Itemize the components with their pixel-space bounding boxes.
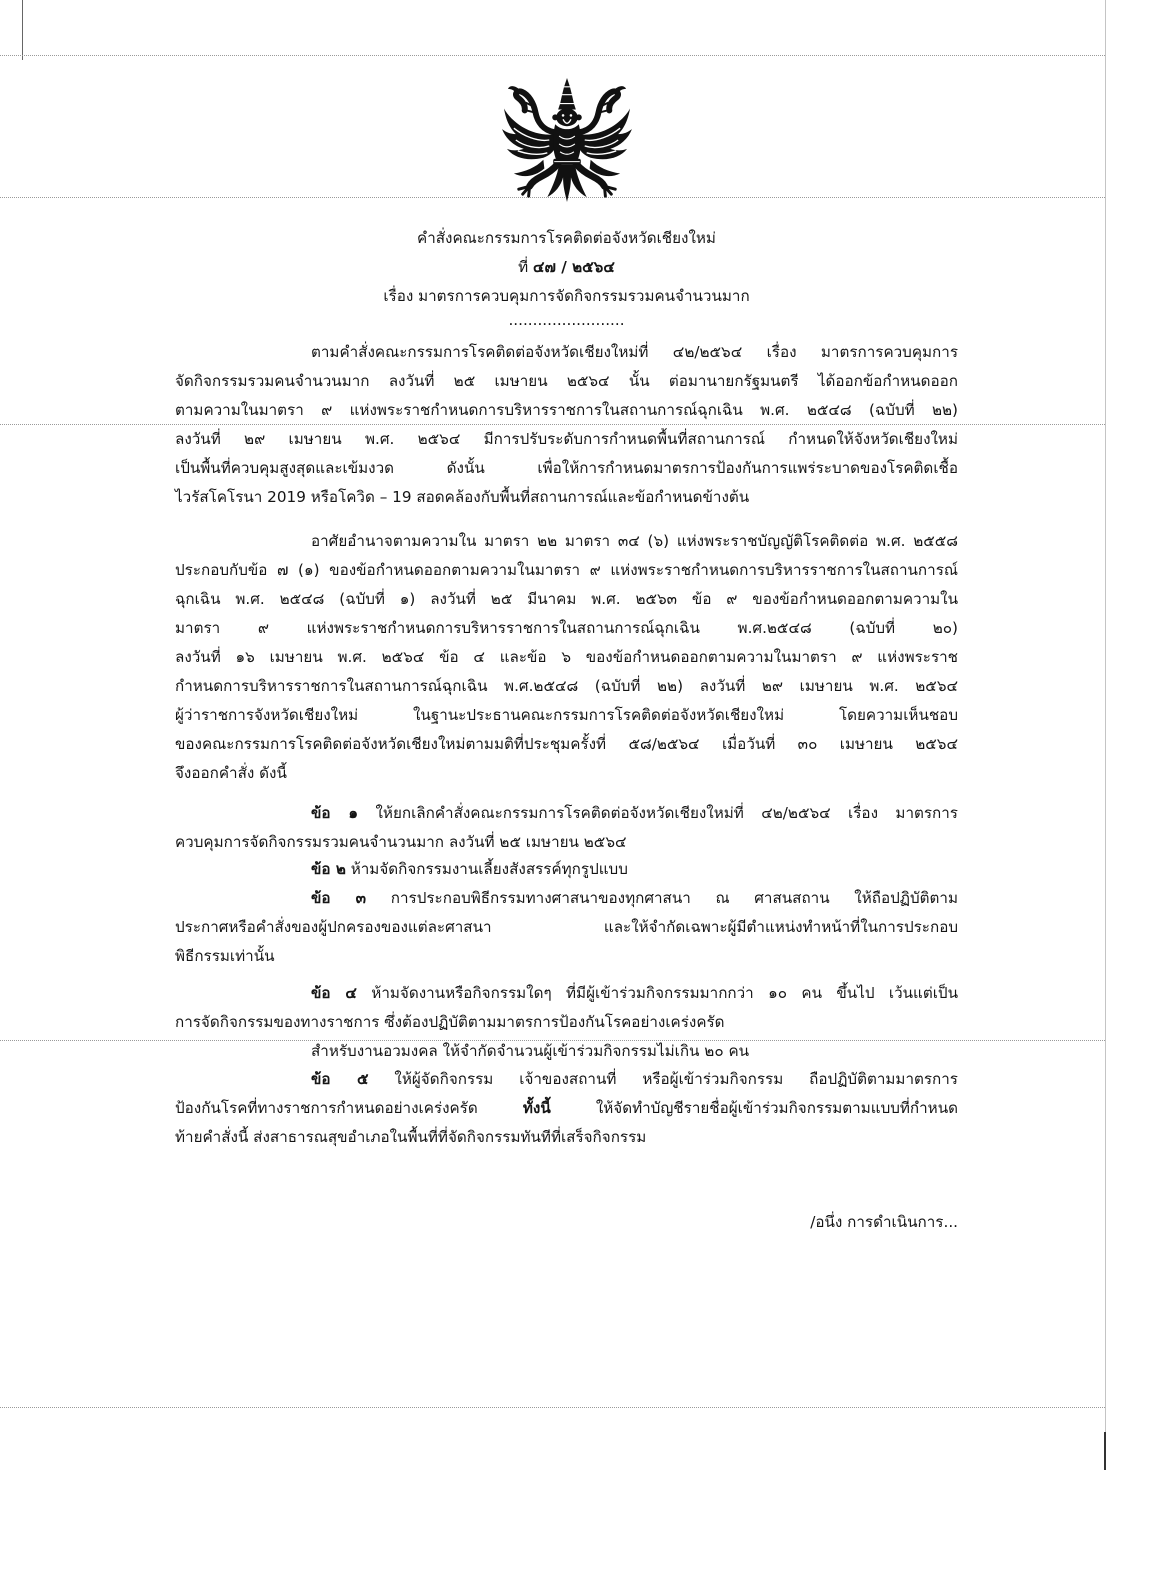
paragraph-line: ไวรัสโคโรนา 2019 หรือโควิด – 19 สอดคล้องกับพื้นที่สถานการณ์และข้อกำหนดข้างต้น (175, 488, 750, 506)
paragraph-line: มาตรา ๙ แห่งพระราชกำหนดการบริหารราชการในสถานการณ์ฉุกเฉิน พ.ศ.๒๕๔๘ (ฉบับที่ ๒๐) (175, 619, 958, 637)
clause-3 (175, 884, 958, 971)
scan-border-line (1105, 0, 1106, 1470)
clause-label: ข้อ ๑ (311, 804, 359, 822)
paragraph-line: กำหนดการบริหารราชการในสถานการณ์ฉุกเฉิน พ.ศ.๒๕๔๘ (ฉบับที่ ๒๒) ลงวันที่ ๒๙ เมษายน พ.ศ. ๒๕๖๔ (175, 677, 958, 695)
clause-line: ควบคุมการจัดกิจกรรมรวมคนจำนวนมาก ลงวันที่ ๒๕ เมษายน ๒๕๖๔ (175, 833, 627, 851)
scan-border-line (1104, 1432, 1106, 1470)
clause-text: ป้องกันโรคที่ทางราชการกำหนดอย่างเคร่งครัด (175, 1099, 478, 1117)
clause-label: ข้อ ๒ (311, 860, 346, 878)
paragraph-line: จัดกิจกรรมรวมคนจำนวนมาก ลงวันที่ ๒๕ เมษายน ๒๕๖๔ นั้น ต่อมานายกรัฐมนตรี ได้ออกข้อกำหนดออก (175, 372, 958, 390)
clause-text: ให้จัดทำบัญชีรายชื่อผู้เข้าร่วมกิจกรรมตามแบบที่กำหนด (595, 1099, 958, 1117)
clause-line (175, 979, 958, 1008)
paragraph-line: ตามคำสั่งคณะกรรมการโรคติดต่อจังหวัดเชียงใหม่ที่ ๔๒/๒๕๖๔ เรื่อง มาตรการควบคุมการ (311, 343, 958, 361)
page-footer (175, 1208, 958, 1237)
clause-emphasis: ทั้งนี้ (522, 1099, 551, 1117)
clause-line: สำหรับงานอวมงคล ให้จำกัดจำนวนผู้เข้าร่วมกิจกรรมไม่เกิน ๒๐ คน (311, 1042, 750, 1060)
clause-5 (175, 1065, 958, 1152)
clause-1 (175, 799, 958, 857)
paragraph-line: ฉุกเฉิน พ.ศ. ๒๕๔๘ (ฉบับที่ ๑) ลงวันที่ ๒๕ มีนาคม พ.ศ. ๒๕๖๓ ข้อ ๙ ของข้อกำหนดออกตามความใน (175, 590, 958, 608)
clause-line (175, 855, 958, 884)
page-continuation: /อนึ่ง การดำเนินการ... (810, 1213, 958, 1231)
clause-4 (175, 979, 958, 1066)
clause-label: ข้อ ๔ (311, 984, 357, 1002)
clause-line: การจัดกิจกรรมของทางราชการ ซึ่งต้องปฏิบัติตามมาตรการป้องกันโรคอย่างเคร่งครัด (175, 1013, 725, 1031)
order-number-prefix: ที่ (518, 258, 529, 276)
clause-label: ข้อ ๕ (311, 1070, 369, 1088)
paragraph-line: ประกอบกับข้อ ๗ (๑) ของข้อกำหนดออกตามความในมาตรา ๙ แห่งพระราชกำหนดการบริหารราชการในสถานการณ์ (175, 561, 958, 579)
clause-line (175, 1065, 958, 1094)
paragraph-line: ของคณะกรรมการโรคติดต่อจังหวัดเชียงใหม่ตามมติที่ประชุมครั้งที่ ๕๘/๒๕๖๔ เมื่อวันที่ ๓๐ เมษายน ๒๕๖๔ (175, 735, 958, 753)
clause-text: ห้ามจัดงานหรือกิจกรรมใดๆ ที่มีผู้เข้าร่วมกิจกรรมมากกว่า ๑๐ คน ขึ้นไป เว้นแต่เป็น (371, 984, 958, 1002)
clause-text: ให้ยกเลิกคำสั่งคณะกรรมการโรคติดต่อจังหวัดเชียงใหม่ที่ ๔๒/๒๕๖๔ เรื่อง มาตรการ (375, 804, 958, 822)
clause-text: ให้ผู้จัดกิจกรรม เจ้าของสถานที่ หรือผู้เข้าร่วมกิจกรรม ถือปฏิบัติตามมาตรการ (394, 1070, 958, 1088)
clause-label: ข้อ ๓ (311, 889, 367, 907)
clause-line (175, 884, 958, 913)
paragraph-line: ลงวันที่ ๒๙ เมษายน พ.ศ. ๒๕๖๔ มีการปรับระดับการกำหนดพื้นที่สถานการณ์ กำหนดให้จังหวัดเชียงใหม่ (175, 430, 958, 448)
order-number: ๔๗ / ๒๕๖๔ (533, 258, 615, 276)
scan-border-line (22, 0, 23, 60)
paragraph-line: อาศัยอำนาจตามความใน มาตรา ๒๒ มาตรา ๓๔ (๖) แห่งพระราชบัญญัติโรคติดต่อ พ.ศ. ๒๕๕๘ (311, 532, 958, 550)
paragraph-line: ตามความในมาตรา ๙ แห่งพระราชกำหนดการบริหารราชการในสถานการณ์ฉุกเฉิน พ.ศ. ๒๕๔๘ (ฉบับที่ ๒๒) (175, 401, 958, 419)
clause-line: ประกาศหรือคำสั่งของผู้ปกครองของแต่ละศาสนา และให้จำกัดเฉพาะผู้มีตำแหน่งทำหน้าที่ในการประกอบ (175, 918, 958, 936)
clause-text: ห้ามจัดกิจกรรมงานเลี้ยงสังสรรค์ทุกรูปแบบ (350, 860, 628, 878)
order-subject: เรื่อง มาตรการควบคุมการจัดกิจกรรมรวมคนจำนวนมาก (383, 287, 750, 305)
clause-line (175, 1094, 958, 1123)
clause-line: พิธีกรรมเท่านั้น (175, 947, 275, 965)
paragraph-line: ลงวันที่ ๑๖ เมษายน พ.ศ. ๒๕๖๔ ข้อ ๔ และข้อ ๖ ของข้อกำหนดออกตามความในมาตรา ๙ แห่งพระราช (175, 648, 958, 666)
order-title: คำสั่งคณะกรรมการโรคติดต่อจังหวัดเชียงใหม่ (417, 229, 716, 247)
paragraph-line: เป็นพื้นที่ควบคุมสูงสุดและเข้มงวด ดังนั้น เพื่อให้การกำหนดมาตรการป้องกันการแพร่ระบาดของโรคติดเชื้อ (175, 459, 958, 477)
order-header (175, 224, 958, 311)
clause-line (175, 799, 958, 828)
preamble-paragraph-1 (175, 338, 958, 512)
header-separator-block (175, 310, 958, 330)
clause-line: ท้ายคำสั่งนี้ ส่งสาธารณสุขอำเภอในพื้นที่ที่จัดกิจกรรมทันทีที่เสร็จกิจกรรม (175, 1128, 647, 1146)
header-separator: ........................ (508, 311, 625, 329)
preamble-paragraph-2 (175, 527, 958, 788)
paragraph-line: จึงออกคำสั่ง ดังนี้ (175, 764, 287, 782)
paragraph-line: ผู้ว่าราชการจังหวัดเชียงใหม่ ในฐานะประธานคณะกรรมการโรคติดต่อจังหวัดเชียงใหม่ โดยความเห็นชอบ (175, 706, 958, 724)
order-number-line (175, 253, 958, 282)
clause-2 (175, 855, 958, 884)
clause-text: การประกอบพิธีกรรมทางศาสนาของทุกศาสนา ณ ศาสนสถาน ให้ถือปฏิบัติตาม (390, 889, 958, 907)
document-body (175, 0, 958, 1590)
